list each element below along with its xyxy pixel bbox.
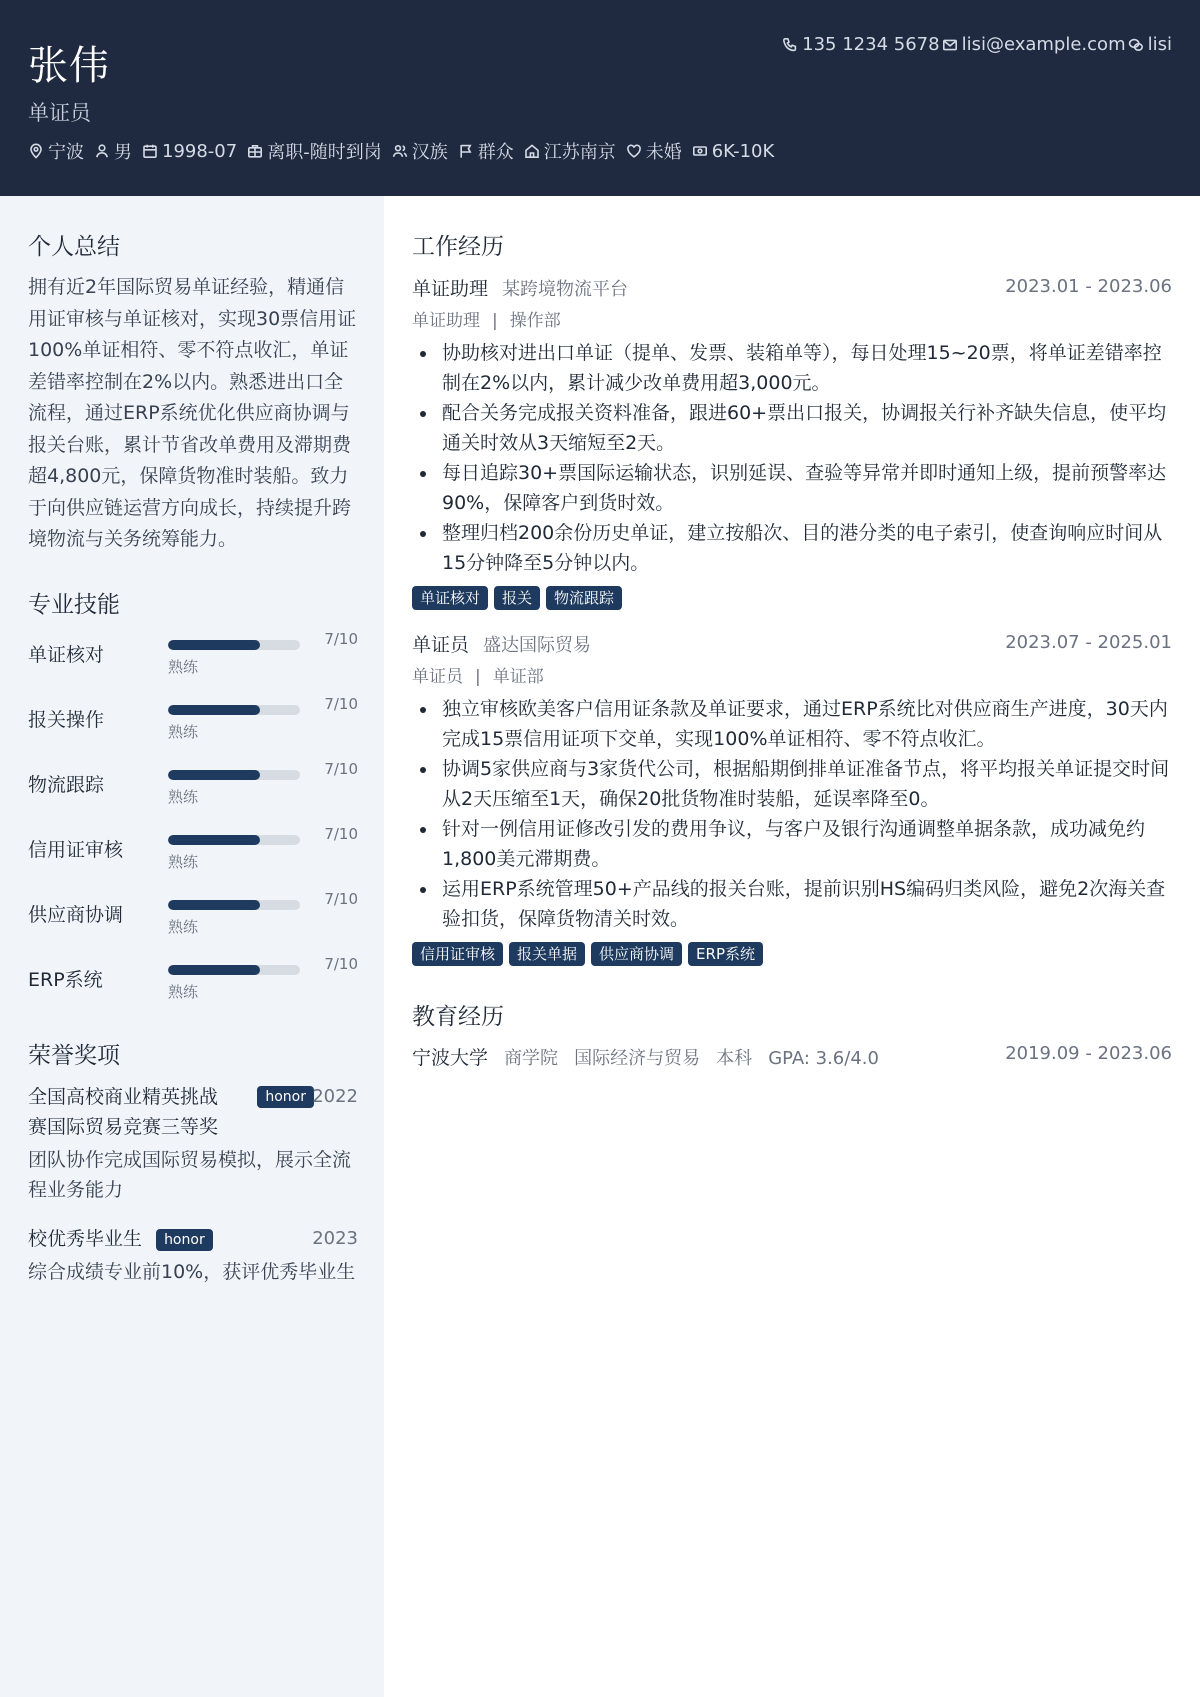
skill-tag: 报关 <box>494 586 540 610</box>
honor-name-line1: 全国高校商业精英挑战 <box>28 1086 219 1108</box>
job-title: 单证助理 <box>412 311 480 331</box>
skill-bar-fill <box>168 705 260 715</box>
job-company: 盛达国际贸易 <box>483 635 592 656</box>
briefcase-icon <box>247 143 263 159</box>
phone-icon <box>782 37 798 53</box>
skill-bar <box>168 640 300 650</box>
edu-school: 宁波大学 <box>412 1047 489 1069</box>
skill-item <box>28 951 358 1016</box>
job-bullet: 配合关务完成报关资料准备，跟进60+票出口报关，协调报关行补齐缺失信息，使平均通关时效从3天缩短至2天。 <box>412 398 1172 458</box>
skills-list <box>28 626 358 1016</box>
honor-desc: 综合成绩专业前10%，获评优秀毕业生 <box>28 1261 356 1283</box>
job-entry <box>412 630 1172 966</box>
skill-bar-fill <box>168 640 260 650</box>
meta-birth: 1998-07 <box>142 141 237 162</box>
skill-name: ERP系统 <box>28 969 103 991</box>
meta-marital: 未婚 <box>626 138 682 164</box>
job-date: 2023.01 - 2023.06 <box>1005 276 1172 297</box>
candidate-name: 张伟 <box>28 43 110 89</box>
wechat-icon <box>1128 37 1144 53</box>
honor-item <box>28 1224 358 1287</box>
skill-level: 熟练 <box>168 983 199 1001</box>
meta-salary: 6K-10K <box>692 141 775 162</box>
main-content <box>384 196 1200 1697</box>
skill-level: 熟练 <box>168 918 199 936</box>
skill-bar <box>168 835 300 845</box>
contact-wechat[interactable]: lisi <box>1128 34 1172 55</box>
meta-ethnicity: 汉族 <box>392 138 448 164</box>
skill-name: 报关操作 <box>28 709 105 731</box>
skill-level: 熟练 <box>168 658 199 676</box>
edu-date: 2019.09 - 2023.06 <box>1005 1043 1172 1064</box>
skill-bar <box>168 770 300 780</box>
summary-heading: 个人总结 <box>28 234 120 260</box>
candidate-role: 单证员 <box>28 101 91 125</box>
job-tags <box>412 942 1172 966</box>
job-bullet: 独立审核欧美客户信用证条款及单证要求，通过ERP系统比对供应商生产进度，30天内完成15票信用证项下交单，实现100%单证相符、零不符点收汇。 <box>412 694 1172 754</box>
honor-year: 2023 <box>312 1228 358 1249</box>
skill-tag: 报关单据 <box>509 942 585 966</box>
job-role: 单证员 <box>412 634 470 656</box>
job-bullet: 运用ERP系统管理50+产品线的报关台账，提前识别HS编码归类风险，避免2次海关查验扣货，保障货物清关时效。 <box>412 874 1172 934</box>
skill-tag: 物流跟踪 <box>546 586 622 610</box>
skill-tag: 供应商协调 <box>591 942 682 966</box>
home-icon <box>524 143 540 159</box>
skill-level: 熟练 <box>168 788 199 806</box>
skill-bar <box>168 965 300 975</box>
skill-item <box>28 626 358 691</box>
people-icon <box>392 143 408 159</box>
job-date: 2023.07 - 2025.01 <box>1005 632 1172 653</box>
honor-name-line2: 赛国际贸易竞赛三等奖 <box>28 1116 219 1138</box>
skill-score: 7/10 <box>324 955 358 973</box>
job-tags <box>412 586 1172 610</box>
skill-bar-fill <box>168 900 260 910</box>
job-bullet: 针对一例信用证修改引发的费用争议，与客户及银行沟通调整单据条款，成功减免约1,800美元滞期费。 <box>412 814 1172 874</box>
calendar-icon <box>142 143 158 159</box>
user-icon <box>94 143 110 159</box>
job-bullets <box>412 694 1172 934</box>
honor-item <box>28 1082 358 1205</box>
meta-hometown: 江苏南京 <box>524 138 616 164</box>
separator: | <box>475 667 481 687</box>
skill-score: 7/10 <box>324 695 358 713</box>
edu-major: 国际经济与贸易 <box>574 1048 701 1069</box>
work-heading: 工作经历 <box>412 234 504 260</box>
education-heading: 教育经历 <box>412 1004 504 1030</box>
job-bullet: 协调5家供应商与3家货代公司，根据船期倒排单证准备节点，将平均报关单证提交时间从2天压缩至1天，确保20批货物准时装船，延误率降至0。 <box>412 754 1172 814</box>
skill-item <box>28 691 358 756</box>
honors-heading: 荣誉奖项 <box>28 1043 120 1069</box>
honor-badge: honor <box>257 1086 314 1108</box>
skill-tag: 单证核对 <box>412 586 488 610</box>
job-bullet: 整理归档200余份历史单证，建立按船次、目的港分类的电子索引，使查询响应时间从15分钟降至5分钟以内。 <box>412 518 1172 578</box>
mail-icon <box>942 37 958 53</box>
job-bullet: 每日追踪30+票国际运输状态，识别延误、查验等异常并即时通知上级，提前预警率达90%，保障客户到货时效。 <box>412 458 1172 518</box>
job-company: 某跨境物流平台 <box>502 279 629 300</box>
location-icon <box>28 143 44 159</box>
honor-desc: 团队协作完成国际贸易模拟，展示全流程业务能力 <box>28 1149 352 1201</box>
skill-level: 熟练 <box>168 723 199 741</box>
skills-heading: 专业技能 <box>28 592 120 618</box>
edu-gpa: GPA: 3.6/4.0 <box>768 1048 879 1069</box>
skill-name: 信用证审核 <box>28 839 124 861</box>
heart-icon <box>626 143 642 159</box>
skill-tag: 信用证审核 <box>412 942 503 966</box>
honor-badge: honor <box>156 1229 213 1251</box>
skill-score: 7/10 <box>324 760 358 778</box>
contact-email[interactable]: lisi@example.com <box>942 34 1126 55</box>
personal-info-row <box>28 138 784 164</box>
job-role: 单证助理 <box>412 278 489 300</box>
skill-level: 熟练 <box>168 853 199 871</box>
skill-name: 供应商协调 <box>28 904 124 926</box>
job-entry <box>412 274 1172 610</box>
skill-name: 单证核对 <box>28 644 105 666</box>
meta-gender: 男 <box>94 138 132 164</box>
job-bullets <box>412 338 1172 578</box>
skill-item <box>28 821 358 886</box>
skill-bar-fill <box>168 835 260 845</box>
skill-bar-fill <box>168 770 260 780</box>
meta-location: 宁波 <box>28 138 84 164</box>
education-entry <box>412 1043 1172 1070</box>
skill-item <box>28 886 358 951</box>
sidebar <box>0 196 384 1697</box>
skill-score: 7/10 <box>324 630 358 648</box>
meta-political: 群众 <box>458 138 514 164</box>
skill-score: 7/10 <box>324 890 358 908</box>
meta-status: 离职-随时到岗 <box>247 138 382 164</box>
flag-icon <box>458 143 474 159</box>
skill-bar <box>168 900 300 910</box>
money-icon <box>692 143 708 159</box>
job-bullet: 协助核对进出口单证（提单、发票、装箱单等），每日处理15~20票，将单证差错率控制在2%以内，累计减少改单费用超3,000元。 <box>412 338 1172 398</box>
skill-bar-fill <box>168 965 260 975</box>
job-dept: 操作部 <box>509 311 561 331</box>
skill-tag: ERP系统 <box>688 942 763 966</box>
edu-college: 商学院 <box>504 1048 559 1069</box>
contact-phone[interactable]: 135 1234 5678 <box>782 34 939 55</box>
contact-row <box>780 34 1172 55</box>
skill-item <box>28 756 358 821</box>
skill-score: 7/10 <box>324 825 358 843</box>
separator: | <box>492 311 498 331</box>
job-dept: 单证部 <box>492 667 544 687</box>
job-title: 单证员 <box>412 667 463 687</box>
skill-name: 物流跟踪 <box>28 774 105 796</box>
summary-text: 拥有近2年国际贸易单证经验，精通信用证审核与单证核对，实现30票信用证100%单证相符、零不符点收汇，单证差错率控制在2%以内。熟悉进出口全流程，通过ERP系统优化供应商协调与报关台账，累计节省改单费用及滞期费超4,800元，保障货物准时装船。致力于向供应链运营方向成长，持续提升跨境物流与关务统筹能力。 <box>28 276 357 550</box>
resume-header <box>0 0 1200 196</box>
honor-name: 校优秀毕业生 <box>28 1228 143 1250</box>
edu-degree: 本科 <box>716 1048 753 1069</box>
honor-year: 2022 <box>312 1086 358 1107</box>
skill-bar <box>168 705 300 715</box>
